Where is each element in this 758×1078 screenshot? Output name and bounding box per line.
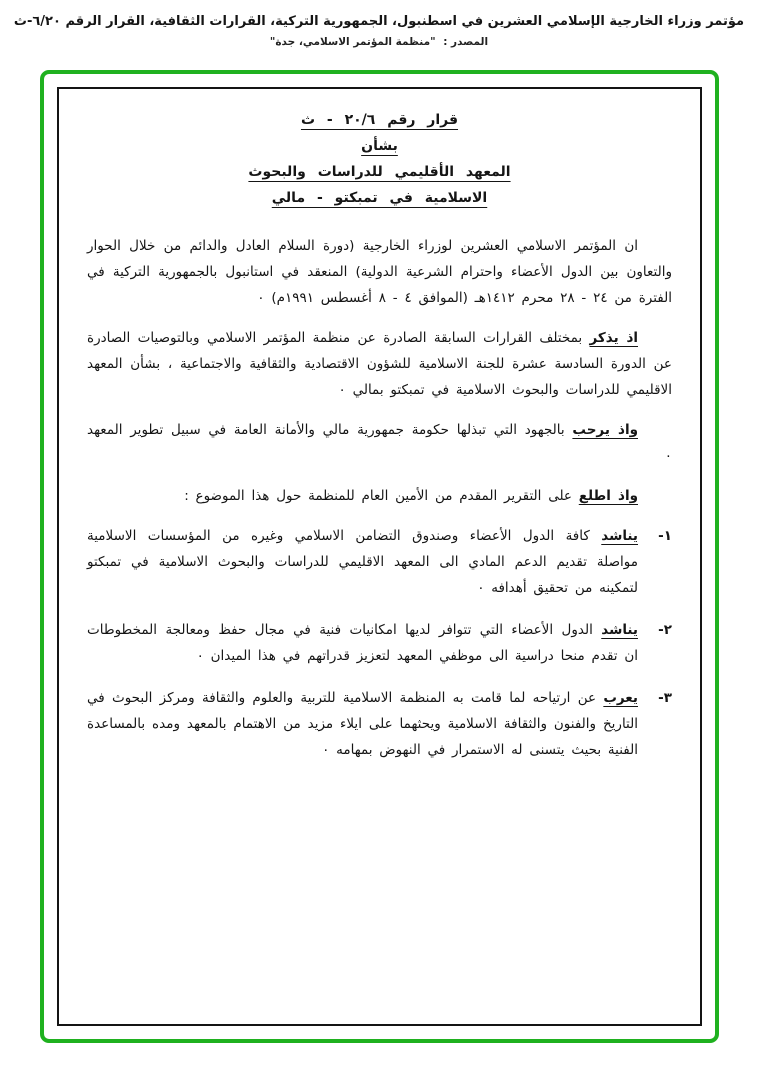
source-value: "منظمة المؤتمر الاسلامي، جدة" [269,36,436,48]
item-text-block [87,617,638,669]
resolution-regarding-line: بشأن [361,138,398,154]
item-text-block [87,685,638,763]
paragraph-lead: اذ يذكر [589,330,638,346]
item-number: ١- [658,528,672,544]
paragraph-lead: واذ اطلع [578,488,638,504]
item-lead: يناشد [601,528,638,544]
list-item [87,685,672,763]
item-text: كافة الدول الأعضاء وصندوق التضامن الاسلامي وغيره من المؤسسات الاسلامية مواصلة تقديم الدعم المادي الى المعهد الاقليمي للدراسات والبحوث الاسلامية في تمبكتو لتمكينه من تحقيق أهدافه ٠ [87,528,638,596]
paragraph-text: بمختلف القرارات السابقة الصادرة عن منظمة المؤتمر الاسلامي وبالتوصيات الصادرة عن الدورة السادسة عشرة للجنة الاسلامية للشؤون الاقتصادية والثقافية والاجتماعية ، بشأن المعهد الاقليمي للدراسات والبحوث الاسلامية في تمبكتو بمالي ٠ [87,330,672,398]
preamble-paragraph [87,233,672,311]
paragraph-text: على التقرير المقدم من الأمين العام للمنظمة حول هذا الموضوع : [184,488,579,504]
list-item [87,523,672,601]
list-item [87,617,672,669]
item-lead: يعرب [603,690,638,706]
source-label: المصدر : [443,36,489,48]
item-text: الدول الأعضاء التي تتوافر لديها امكانيات فنية في مجال حفظ ومعالجة المخطوطات ان تقدم منحا دراسية الى موظفي المعهد لتعزيز قدراتهم في هذا الميدان ٠ [87,622,638,664]
item-number: ٢- [658,622,672,638]
item-text-block [87,523,638,601]
item-number: ٣- [658,690,672,706]
item-text: عن ارتياحه لما قامت به المنظمة الاسلامية للتربية والعلوم والثقافة ومركز البحوث في التاريخ والفنون والثقافة الاسلامية ويحثهما على ايلاء مزيد من الاهتمام بالمعهد ومده بالمساعدة الفنية بحيث يتسنى له الاستمرار في النهوض بمهامه ٠ [87,690,638,758]
resolution-subject-line-2: الاسلامية في تمبكتو - مالي [271,190,488,206]
paragraph-lead: واذ يرحب [572,422,638,438]
resolution-subject-line-1: المعهد الأقليمي للدراسات والبحوث [248,164,511,180]
welcoming-paragraph [87,417,672,469]
header-title: مؤتمر وزراء الخارجية الإسلامي العشرين في اسطنبول، الجمهورية التركية، القرارات الثقافية، القرار الرقم ٦/٢٠-ث [13,14,745,29]
item-lead: يناشد [601,622,638,638]
recalling-paragraph [87,325,672,403]
operative-items-list [87,523,672,763]
having-reviewed-paragraph [87,483,672,509]
green-border-frame [40,70,719,1043]
resolution-number-line: قرار رقم ٢٠/٦ - ث [300,112,459,128]
paragraph-text: ان المؤتمر الاسلامي العشرين لوزراء الخارجية (دورة السلام العادل والدائم من خلال الحوار والتعاون بين الدول الأعضاء واحترام الشرعية الدولية) المنعقد في استانبول بالجمهورية التركية في الفترة من ٢٤ - ٢٨ محرم ١٤١٢هـ (الموافق ٤ - ٨ أغسطس ١٩٩١م) ٠ [87,238,672,306]
page-header [0,0,758,48]
resolution-title-block [87,107,672,211]
header-source-line [0,36,758,48]
document-frame [57,87,702,1026]
paragraph-text: بالجهود التي تبذلها حكومة جمهورية مالي والأمانة العامة في سبيل تطوير المعهد ٠ [87,422,672,464]
